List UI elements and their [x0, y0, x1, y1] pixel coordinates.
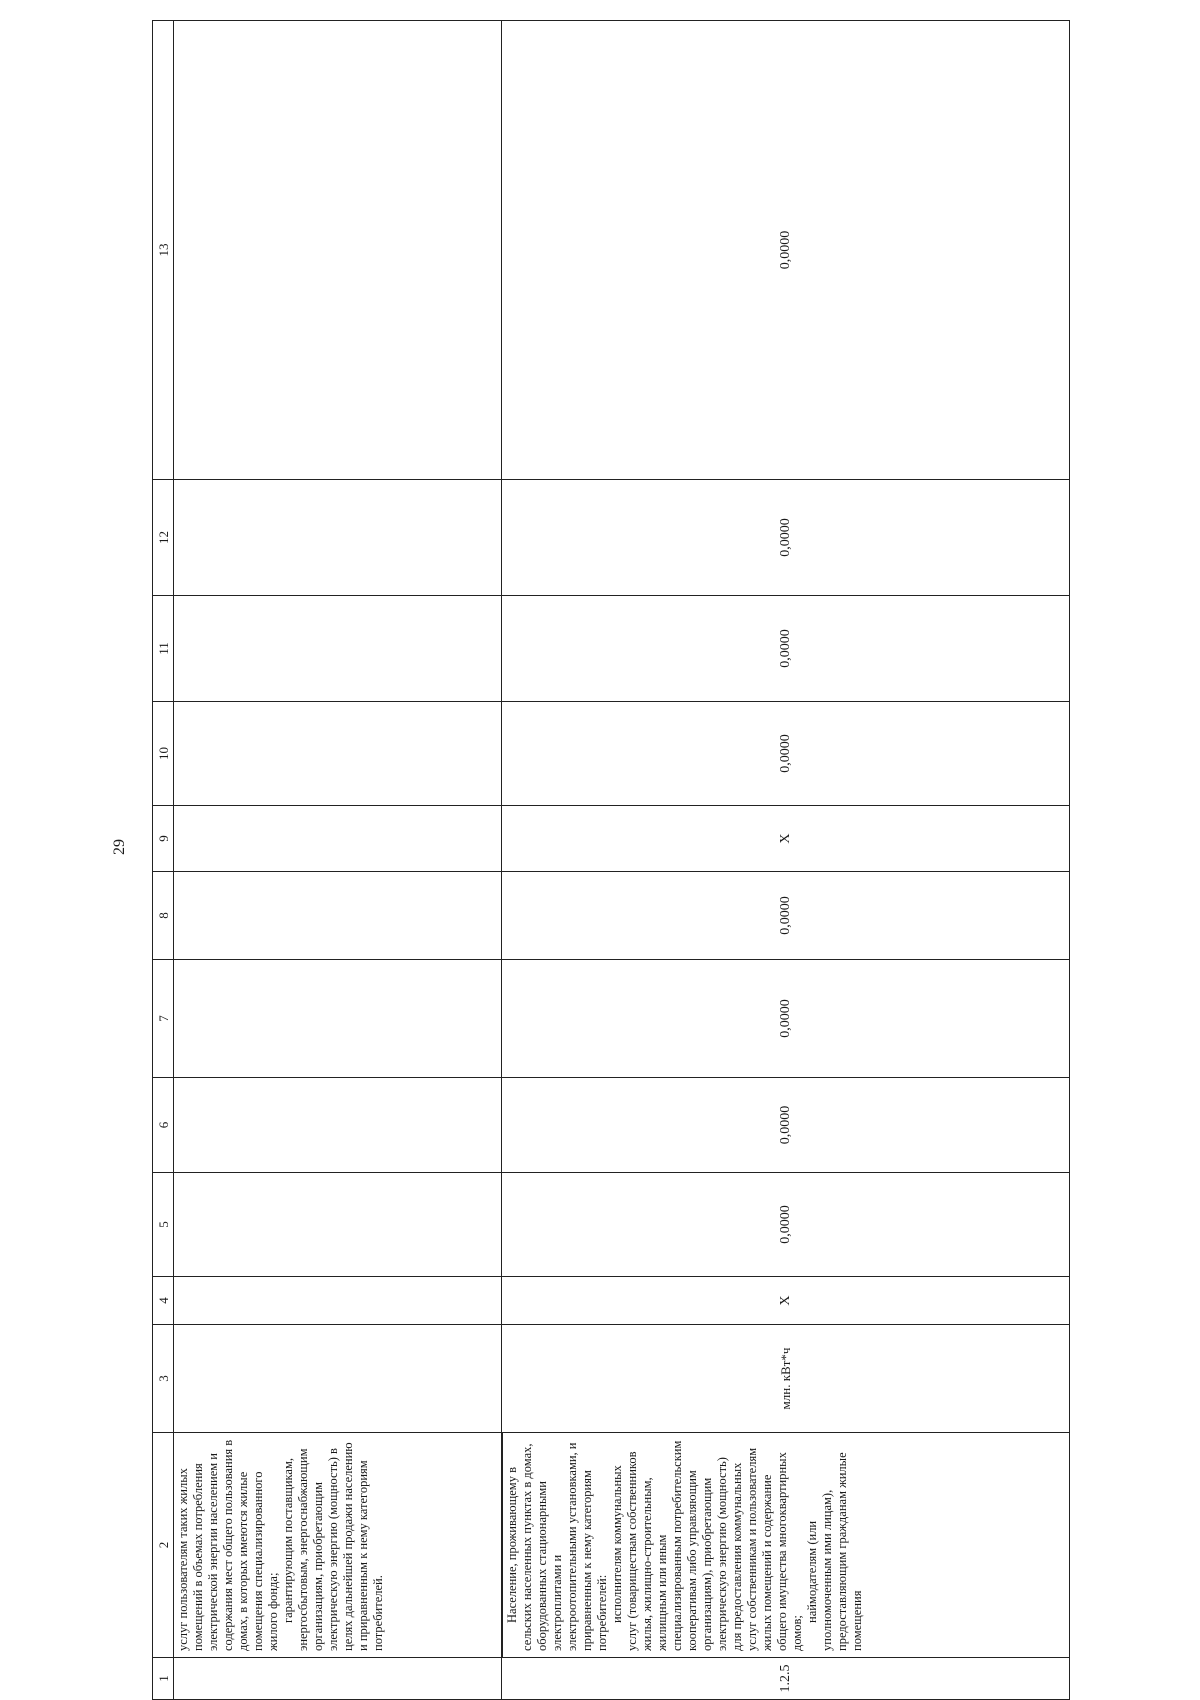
column-number: 1: [153, 1658, 174, 1700]
value-cell: [174, 1173, 502, 1277]
table-row: [174, 21, 502, 1700]
value-cell: 0,0000: [502, 702, 1070, 806]
value-cell: [174, 806, 502, 872]
unit-cell: млн. кВт*ч: [502, 1325, 1070, 1433]
value-cell: [174, 21, 502, 480]
column-number: 7: [153, 960, 174, 1078]
description-cell: [174, 1433, 502, 1658]
column-number: 3: [153, 1325, 174, 1433]
unit-cell: [174, 1325, 502, 1433]
value-cell: 0,0000: [502, 480, 1070, 596]
description-paragraph: гарантирующим поставщикам, энергосбытовым, энергоснабжающим организациям, приобретающим электрическую энергию (мощность) в целях дальнейшей продажи населению и приравненным к нему категориям потребителей.: [281, 1442, 385, 1651]
value-cell: 0,0000: [502, 960, 1070, 1078]
value-cell: [174, 872, 502, 960]
value-cell: Х: [502, 806, 1070, 872]
value-cell: [174, 702, 502, 806]
column-number: 12: [153, 480, 174, 596]
column-number-row: [153, 21, 174, 1700]
column-number: 8: [153, 872, 174, 960]
value-cell: 0,0000: [502, 872, 1070, 960]
value-cell: [174, 480, 502, 596]
description-paragraph: исполнителям коммунальных услуг (товариществам собственников жилья, жилищно-строительным, жилищным или иным специализированным потребительским кооперативам либо управляющим организациям), приобретающим электрическую энергию (мощность) для предоставления коммунальных услуг собственникам и пользователям жилых помещений и содержание общего имущества многоквартирных домов;: [609, 1440, 804, 1651]
value-cell: 0,0000: [502, 1173, 1070, 1277]
column-number: 2: [153, 1433, 174, 1658]
description-paragraph: Население, проживающему в сельских населенных пунктах в домах, оборудованных стационарными электроплитами и электроотопительными установками, и приравненным к нему категориям потребителей:: [504, 1442, 609, 1651]
description-cell: [502, 1433, 1070, 1658]
value-cell: 0,0000: [502, 1078, 1070, 1173]
column-number: 9: [153, 806, 174, 872]
value-cell: 0,0000: [502, 596, 1070, 702]
row-number-cell: [174, 1658, 502, 1700]
value-cell: Х: [502, 1277, 1070, 1325]
value-cell: 0,0000: [502, 21, 1070, 480]
value-cell: [174, 596, 502, 702]
value-cell: [174, 1078, 502, 1173]
value-cell: [174, 960, 502, 1078]
description-paragraph: услуг пользователям таких жилых помещений в объемах потребления электрической энергии населением и содержания мест общего пользования в домах, в которых имеются жилые помещения специализированного жилого фонда;: [176, 1439, 280, 1651]
column-number: 10: [153, 702, 174, 806]
column-number: 11: [153, 596, 174, 702]
description-paragraph: наймодателям (или уполномоченным ими лицам), предоставляющим гражданам жилые помещения: [804, 1452, 864, 1651]
column-number: 13: [153, 21, 174, 480]
rotated-table-container: [152, 20, 1070, 1700]
column-number: 5: [153, 1173, 174, 1277]
column-number: 6: [153, 1078, 174, 1173]
tariff-table: [152, 20, 1070, 1700]
column-number: 4: [153, 1277, 174, 1325]
table-row: [502, 21, 1070, 1700]
row-number-cell: 1.2.5: [502, 1658, 1070, 1700]
value-cell: [174, 1277, 502, 1325]
page-number: 29: [111, 839, 128, 855]
